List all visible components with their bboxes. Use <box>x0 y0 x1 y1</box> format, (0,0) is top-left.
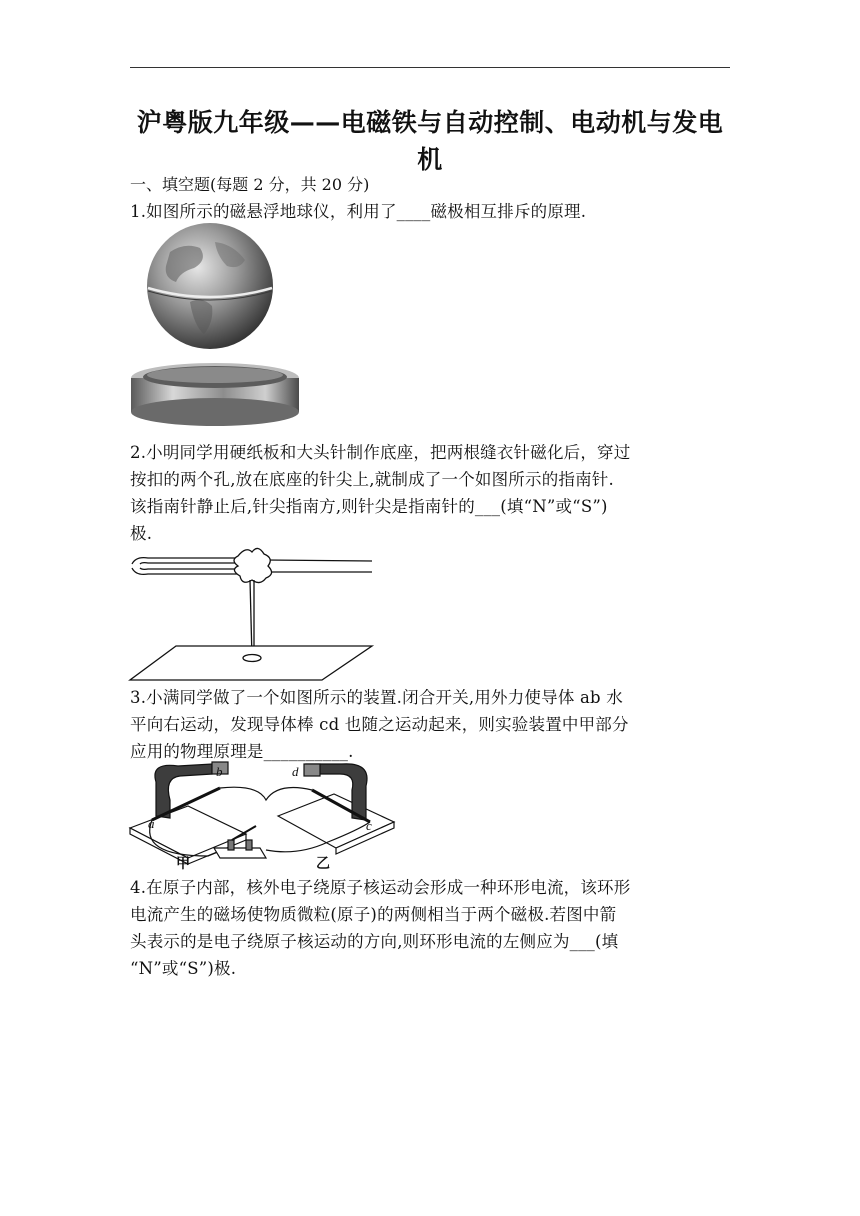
label-a: a <box>148 816 155 831</box>
title-line-1: 沪粤版九年级——电磁铁与自动控制、电动机与发电 <box>136 108 724 137</box>
question-line: 应用的物理原理是__________. <box>130 742 354 761</box>
question-line: 该指南针静止后,针尖指南方,则针尖是指南针的___(填“N”或“S”) <box>130 497 608 516</box>
label-c: c <box>366 818 372 833</box>
question-line: 3.小满同学做了一个如图所示的装置.闭合开关,用外力使导体 ab 水 <box>130 688 623 707</box>
switch-base <box>214 848 266 858</box>
section-heading: 一、填空题(每题 2 分，共 20 分) <box>130 175 370 194</box>
globe <box>147 223 273 349</box>
question-line: 极. <box>130 524 153 543</box>
label-yi: 乙 <box>316 856 330 870</box>
question-line: 按扣的两个孔,放在底座的针尖上,就制成了一个如图所示的指南针. <box>130 470 614 489</box>
label-jia: 甲 <box>176 856 190 870</box>
question-line: 平向右运动，发现导体棒 cd 也随之运动起来，则实验装置中甲部分 <box>130 715 629 734</box>
question-line: 电流产生的磁场使物质微粒(原子)的两侧相当于两个磁极.若图中箭 <box>130 905 617 924</box>
label-b: b <box>216 764 223 779</box>
question-1 <box>130 198 730 225</box>
compass-figure <box>128 544 376 682</box>
label-d: d <box>292 764 299 779</box>
header-rule <box>130 67 730 68</box>
maglev-globe-figure <box>130 222 305 428</box>
question-line: “N”或“S”)极. <box>130 959 237 978</box>
question-3 <box>130 684 730 765</box>
question-line: 4.在原子内部，核外电子绕原子核运动会形成一种环形电流，该环形 <box>130 878 631 897</box>
generator-motor-apparatus-figure <box>128 760 398 870</box>
magnetic-base <box>131 363 299 426</box>
question-2 <box>130 439 730 547</box>
question-line: 1.如图所示的磁悬浮地球仪，利用了____磁极相互排斥的原理. <box>130 202 587 221</box>
page-title <box>130 104 730 178</box>
question-line: 2.小明同学用硬纸板和大头针制作底座，把两根缝衣针磁化后，穿过 <box>130 443 631 462</box>
title-line-2: 机 <box>417 145 443 174</box>
question-line: 头表示的是电子绕原子核运动的方向,则环形电流的左侧应为___(填 <box>130 932 619 951</box>
question-4 <box>130 874 730 982</box>
